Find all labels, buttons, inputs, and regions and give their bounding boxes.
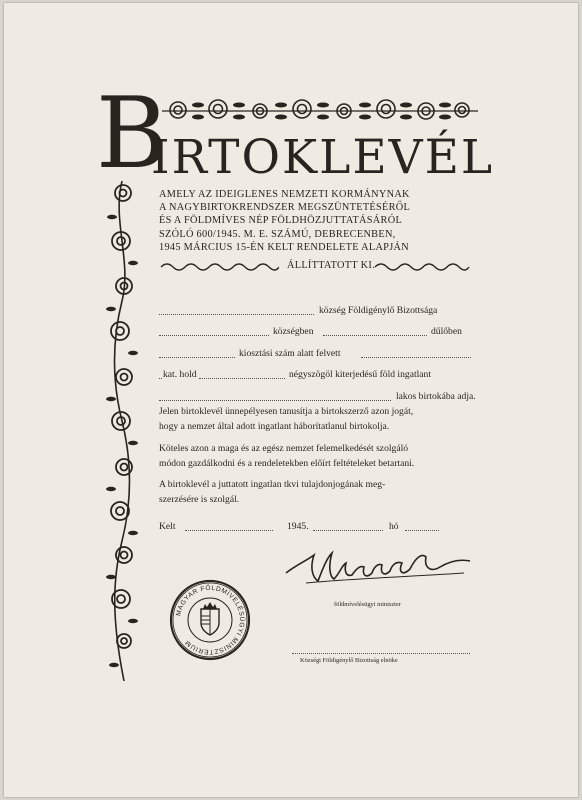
date-year: 1945. — [287, 521, 309, 532]
certificate-page — [4, 3, 578, 797]
form-row-area — [159, 369, 471, 381]
paragraph-line: Köteles azon a maga és az egész nemzet felemelkedését szolgáló — [159, 443, 409, 454]
paragraph-line: Jelen birtoklevél ünnepélyesen tanusítja a birtokszerző azon jogát, — [159, 406, 414, 417]
committee-village-field[interactable] — [159, 305, 314, 315]
scroll-ornament-left — [159, 262, 279, 272]
subtitle-line: AMELY AZ IDEIGLENES NEMZETI KORMÁNYNAK — [159, 189, 410, 200]
minister-signature — [284, 543, 472, 593]
paragraph-line: hogy a nemzet által adott ingatlant háborítatlanul birtokolja. — [159, 420, 390, 432]
subtitle — [159, 188, 471, 254]
paragraph-line: A birtoklevél a juttatott ingatlan tkvi tulajdonjogának meg- — [159, 479, 386, 490]
resident-label: lakos birtokába adja. — [396, 391, 476, 402]
square-label: négyszögöl kiterjedésű föld ingatlant — [289, 369, 432, 380]
hold-label: kat. hold — [163, 369, 197, 380]
page-title: IRTOKLEVÉL — [151, 130, 495, 185]
subtitle-last: ÁLLÍTTATOTT KI. — [287, 260, 375, 271]
committee-label: község Földigénylő Bizottsága — [319, 305, 438, 316]
svg-text:MAGYAR FÖLDMÍVELÉSÜGYI MINISZT — [175, 584, 246, 655]
allocation-label: kiosztási szám alatt felvett — [239, 348, 341, 359]
field-label: dűlőben — [431, 326, 462, 337]
chairman-signature-line[interactable] — [292, 653, 470, 654]
kelt-label: Kelt — [159, 521, 176, 532]
form-row-location — [159, 326, 471, 338]
form-row-resident — [159, 391, 476, 403]
month-label: hó — [389, 521, 399, 532]
title-initial: B — [96, 77, 167, 191]
floral-border-top — [162, 96, 478, 126]
subtitle-line: SZÓLÓ 600/1945. M. E. SZÁMÚ, DEBRECENBEN, — [159, 228, 396, 240]
date-row — [159, 521, 471, 533]
floral-border-left — [106, 181, 138, 681]
paragraph-deed — [159, 478, 471, 507]
form-body — [159, 305, 476, 532]
square-fathom-field[interactable] — [199, 369, 285, 379]
paragraph-rights — [159, 405, 471, 434]
paragraph-line: szerzésére is szolgál. — [159, 493, 240, 505]
ministry-seal — [169, 579, 251, 661]
paragraph-obligations — [159, 442, 471, 471]
allocation-name-field[interactable] — [361, 348, 471, 358]
scroll-ornament-right — [373, 262, 471, 272]
subtitle-line: 1945 MÁRCIUS 15-ÉN KELT RENDELETE ALAPJÁN — [159, 241, 409, 253]
hold-prefix-field[interactable] — [159, 369, 162, 379]
minister-title: földmívelésügyi miniszter — [334, 601, 401, 608]
form-row-allocation — [159, 348, 471, 360]
resident-name-field[interactable] — [159, 391, 391, 401]
paragraph-line: módon gazdálkodni és a rendeletekben előírt feltételeket betartani. — [159, 457, 415, 469]
form-row-committee — [159, 305, 471, 317]
subtitle-last-line — [159, 260, 471, 274]
day-field[interactable] — [405, 521, 439, 531]
month-field[interactable] — [313, 521, 383, 531]
place-field[interactable] — [185, 521, 273, 531]
allocation-number-field[interactable] — [159, 348, 235, 358]
field-name-field[interactable] — [323, 326, 427, 336]
village-label: községben — [273, 326, 314, 337]
village-field[interactable] — [159, 326, 269, 336]
chairman-label: Községi Földigénylő Bizottság elnöke — [300, 657, 398, 664]
subtitle-line: A NAGYBIRTOKRENDSZER MEGSZÜNTETÉSÉRŐL — [159, 202, 411, 214]
subtitle-line: ÉS A FÖLDMÍVES NÉP FÖLDHÖZJUTTATÁSÁRÓL — [159, 215, 403, 227]
seal-text: MAGYAR FÖLDMÍVELÉSÜGYI MINISZTERIUM — [175, 584, 246, 656]
